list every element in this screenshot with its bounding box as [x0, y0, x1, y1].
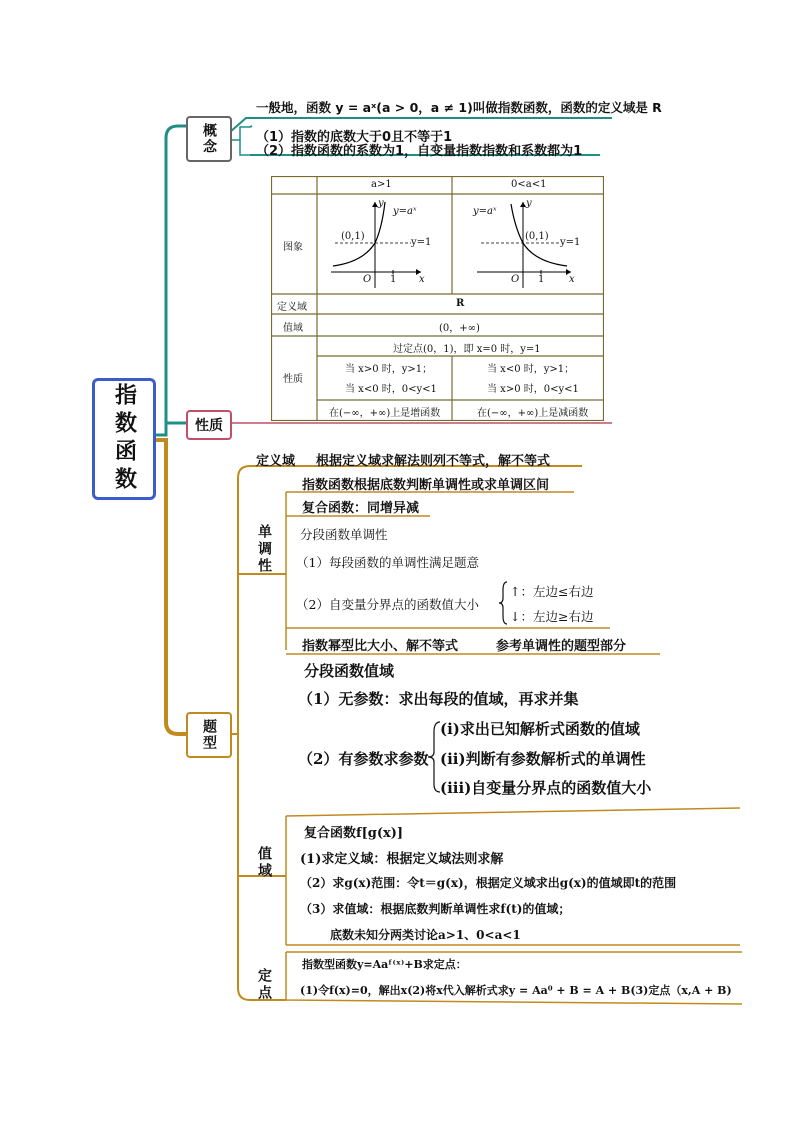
types-domain-label: 定义域: [256, 454, 296, 469]
g2-asym: y=1: [560, 237, 581, 248]
table-mono-increase: 在(−∞，+∞)上是增函数: [329, 408, 441, 419]
mono-down: ↓：左边≥右边: [510, 609, 594, 624]
range-c2: （2）求g(x)范围：令t＝g(x)，根据定义域求出g(x)的值域即t的范围: [300, 876, 677, 890]
types-range-label: 值域: [256, 846, 272, 880]
range-r2i: (i)求出已知解析式函数的值域: [440, 720, 640, 738]
root-label: 指数函数: [111, 383, 137, 495]
mono-up: ↑：左边≤右边: [510, 584, 594, 599]
table-p1a: 当 x>0 时，y>1；: [345, 364, 433, 375]
brace-param: [428, 722, 440, 792]
range-c4: 底数未知分两类讨论a>1、0<a<1: [330, 928, 521, 942]
g1-xaxis: x: [419, 274, 425, 285]
table-col-a-lt-1: 0<a<1: [511, 179, 547, 190]
property-table: [271, 176, 604, 421]
table-row-range: 值域: [283, 323, 303, 334]
table-row-image: 图象: [283, 242, 303, 253]
fixed-text: (1)令f(x)=0，解出x(2)将x代入解析式求y = Aa⁰ + B = A + B(3)定点（x,A + B): [300, 984, 732, 997]
table-p1b: 当 x<0 时，0<y<1: [345, 384, 437, 395]
root-node[interactable]: [92, 378, 156, 500]
mono-line-1: 指数函数根据底数判断单调性或求单调区间: [302, 478, 550, 493]
range-r2: （2）有参数求参数: [298, 750, 429, 768]
types-fixed-label: 定点: [256, 968, 272, 1002]
fixed-title: 指数型函数y=Aaᶠ⁽ˣ⁾+B求定点：: [302, 958, 467, 971]
g2-point: (0,1): [525, 231, 549, 242]
concept-label: 概念: [201, 123, 217, 155]
concept-note-1: （1）指数的底数大于0且不等于1: [256, 130, 453, 145]
types-domain-text: 根据定义域求解法则列不等式，解不等式: [316, 454, 551, 469]
table-mono-decrease: 在(−∞，+∞)上是减函数: [477, 408, 589, 419]
g2-one: 1: [538, 274, 545, 285]
g2-xaxis: x: [569, 274, 575, 285]
g1-origin: O: [363, 274, 372, 285]
range-r1: （1）无参数：求出每段的值域，再求并集: [298, 690, 579, 708]
table-row-domain: 定义域: [277, 302, 307, 313]
range-c1: (1)求定义域：根据定义域法则求解: [300, 852, 504, 867]
types-mono-label: 单调性: [256, 524, 272, 575]
concept-note-2: （2）指数函数的系数为1，自变量指数指数和系数都为1: [256, 144, 583, 159]
types-node[interactable]: [186, 712, 232, 758]
property-label: 性质: [195, 418, 223, 434]
concept-definition: 一般地，函数 y = aˣ(a > 0，a ≠ 1)叫做指数函数，函数的定义域是 R: [256, 100, 662, 115]
table-fixed-point: 过定点(0，1)，即 x=0 时，y=1: [393, 344, 541, 355]
mono-pw-2: （2）自变量分界点的函数值大小: [296, 597, 479, 612]
range-r2ii: (ii)判断有参数解析式的单调性: [440, 750, 646, 768]
g1-curve: y=aˣ: [393, 206, 417, 217]
types-label: 题型: [201, 719, 217, 751]
g1-yaxis: y: [378, 198, 384, 209]
mono-pw-1: （1）每段函数的单调性满足题意: [296, 555, 479, 570]
mono-line-3a: 指数幂型比大小、解不等式: [302, 639, 459, 654]
g1-point: (0,1): [341, 231, 365, 242]
mono-line-3b: 参考单调性的题型部分: [496, 639, 627, 654]
connector-root-concept: [152, 126, 186, 435]
range-comp-title: 复合函数f[g(x)]: [304, 826, 404, 841]
g2-yaxis: y: [526, 198, 532, 209]
table-domain-value: R: [456, 298, 465, 309]
g2-curve: y=aˣ: [473, 206, 497, 217]
property-node[interactable]: [186, 410, 232, 440]
mono-line-2: 复合函数：同增异减: [302, 501, 420, 516]
brace-piecewise: [499, 582, 507, 624]
range-r2iii: (iii)自变量分界点的函数值大小: [440, 779, 652, 797]
g1-asym: y=1: [411, 237, 432, 248]
table-p2b: 当 x>0 时，0<y<1: [487, 384, 579, 395]
table-row-props: 性质: [283, 374, 303, 385]
table-p2a: 当 x<0 时，y>1；: [487, 364, 575, 375]
mono-piecewise-title: 分段函数单调性: [300, 527, 388, 542]
table-col-a-gt-1: a>1: [371, 179, 392, 190]
connector-root-types: [152, 440, 186, 734]
range-piecewise-title: 分段函数值域: [304, 662, 395, 680]
g1-one: 1: [390, 274, 397, 285]
concept-node[interactable]: [186, 116, 232, 162]
table-range-value: (0，+∞): [439, 323, 480, 334]
g2-origin: O: [511, 274, 520, 285]
range-c3: （3）求值域：根据底数判断单调性求f(t)的值域；: [300, 902, 571, 916]
